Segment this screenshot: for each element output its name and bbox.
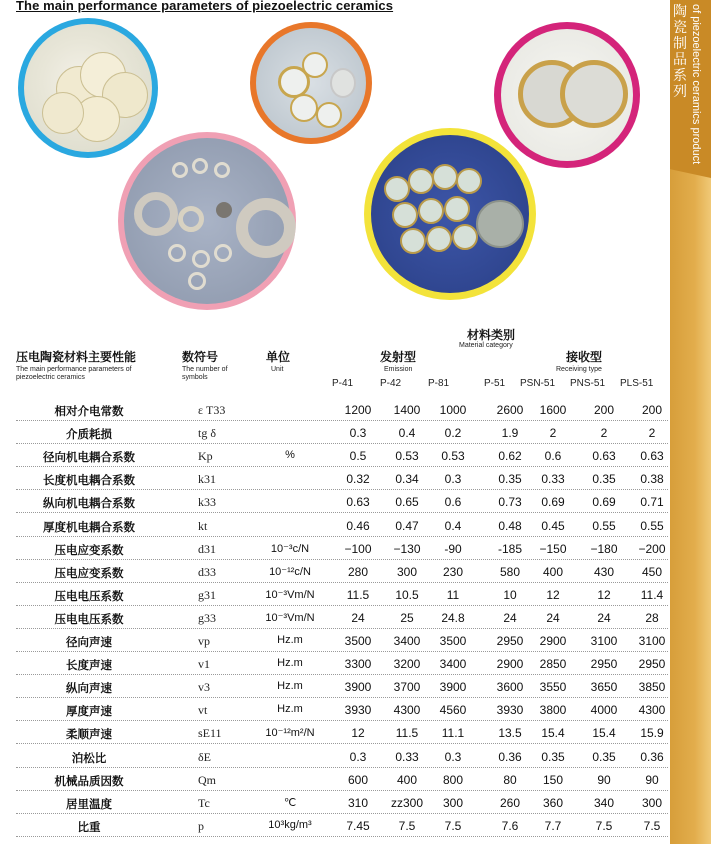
side-label-chinese: 陶瓷制品系列 — [673, 4, 687, 100]
value-cell: 0.45 — [541, 518, 565, 533]
table-row — [16, 398, 668, 421]
value-cell: 4560 — [439, 703, 467, 718]
value-cell: 11.5 — [395, 726, 419, 741]
value-cell: 0.33 — [541, 472, 565, 487]
value-cell: 3100 — [590, 634, 618, 648]
value-cell: 3500 — [344, 634, 372, 648]
property-symbol: Tc — [198, 795, 210, 810]
value-cell: 1000 — [439, 403, 467, 417]
value-cell: 450 — [641, 564, 663, 579]
value-cell: 2 — [549, 426, 557, 441]
value-cell: 3650 — [590, 680, 618, 695]
property-name: 压电应变系数 — [54, 542, 124, 557]
value-cell: 0.6 — [444, 495, 462, 510]
value-cell: 0.6 — [544, 449, 562, 464]
value-cell: 3100 — [638, 634, 666, 648]
value-cell: −130 — [393, 541, 421, 556]
value-cell: 2600 — [496, 403, 524, 417]
value-cell: 12 — [351, 726, 365, 741]
value-cell: 0.69 — [592, 495, 616, 510]
value-cell: 11 — [446, 587, 460, 602]
value-cell: 0.63 — [640, 449, 664, 464]
value-cell: 310 — [347, 795, 369, 810]
value-cell: 0.35 — [541, 749, 565, 764]
small-discs-photo — [250, 22, 372, 144]
value-cell: 0.65 — [395, 495, 419, 510]
property-heading-en: The main performance parameters of piezoelectric ceramics — [16, 366, 132, 381]
property-heading: 压电陶瓷材料主要性能 — [16, 350, 137, 364]
receiving-heading: 接收型 — [566, 350, 603, 364]
value-cell: 0.63 — [346, 495, 370, 510]
value-cell: 80 — [503, 772, 517, 787]
value-cell: 0.4 — [444, 518, 462, 533]
value-cell: 0.55 — [592, 518, 616, 533]
value-cell: 0.3 — [444, 749, 462, 764]
value-cell: 7.5 — [398, 818, 416, 833]
value-cell: zz300 — [390, 795, 424, 810]
property-unit: 10⁻¹²c/N — [269, 565, 311, 578]
value-cell: 0.47 — [395, 518, 419, 533]
property-symbol: k31 — [198, 472, 216, 487]
code-pns51: PNS-51 — [570, 378, 606, 389]
property-symbol: v3 — [198, 680, 210, 695]
receiving-heading-en: Receiving type — [556, 366, 602, 373]
property-unit: Hz.m — [277, 657, 303, 670]
value-cell: 300 — [396, 564, 418, 579]
value-cell: 3850 — [638, 680, 666, 695]
value-cell: 0.32 — [346, 472, 370, 487]
value-cell: 1400 — [393, 403, 421, 417]
property-unit: 10⁻³Vm/N — [265, 611, 315, 624]
thin-discs-photo — [18, 18, 158, 158]
value-cell: 0.48 — [498, 518, 522, 533]
value-cell: 0.62 — [498, 449, 522, 464]
value-cell: 3300 — [344, 657, 372, 672]
property-name: 柔顺声速 — [66, 727, 112, 742]
value-cell: 15.9 — [640, 726, 664, 741]
value-cell: 0.36 — [640, 749, 664, 764]
value-cell: 24 — [351, 610, 365, 625]
unit-heading-en: Unit — [271, 366, 284, 373]
value-cell: 7.5 — [643, 818, 661, 833]
property-symbol: d33 — [198, 564, 216, 579]
value-cell: -185 — [497, 541, 523, 556]
value-cell: −180 — [590, 541, 618, 556]
property-symbol: δE — [198, 749, 211, 764]
code-p41: P-41 — [332, 378, 354, 389]
unit-heading: 单位 — [266, 350, 291, 364]
value-cell: 0.73 — [498, 495, 522, 510]
code-p51: P-51 — [484, 378, 506, 389]
value-cell: 4000 — [590, 703, 618, 718]
value-cell: 2 — [648, 426, 656, 441]
table-row — [16, 490, 668, 513]
value-cell: 3600 — [496, 680, 524, 695]
property-symbol: Qm — [198, 772, 216, 787]
value-cell: 0.3 — [444, 472, 462, 487]
table-row — [16, 814, 668, 837]
value-cell: 0.4 — [398, 426, 416, 441]
value-cell: 7.45 — [346, 818, 370, 833]
table-row — [16, 675, 668, 698]
table-row — [16, 467, 668, 490]
table-row — [16, 537, 668, 560]
value-cell: 0.35 — [592, 472, 616, 487]
value-cell: 340 — [593, 795, 615, 810]
value-cell: 3900 — [344, 680, 372, 695]
side-label-english: of piezoelectric ceramics product — [690, 4, 702, 165]
value-cell: 2850 — [539, 657, 567, 672]
property-symbol: Kp — [198, 449, 213, 464]
value-cell: 1600 — [539, 403, 567, 417]
value-cell: 0.2 — [444, 426, 462, 441]
value-cell: 13.5 — [498, 726, 522, 741]
value-cell: 0.53 — [395, 449, 419, 464]
property-unit: ℃ — [283, 796, 297, 809]
symbol-heading: 数符号 — [182, 350, 219, 364]
value-cell: 90 — [597, 772, 611, 787]
value-cell: 3500 — [439, 634, 467, 648]
value-cell: 12 — [597, 587, 611, 602]
table-row — [16, 514, 668, 537]
property-symbol: k33 — [198, 495, 216, 510]
value-cell: 600 — [347, 772, 369, 787]
table-row — [16, 606, 668, 629]
value-cell: 3200 — [393, 657, 421, 672]
property-symbol: g33 — [198, 610, 216, 625]
value-cell: 0.3 — [349, 426, 367, 441]
value-cell: 0.71 — [640, 495, 664, 510]
value-cell: 3800 — [539, 703, 567, 718]
property-name: 相对介电常数 — [54, 404, 124, 418]
value-cell: 11.1 — [441, 726, 465, 741]
table-row — [16, 652, 668, 675]
property-name: 介质耗损 — [66, 427, 112, 442]
value-cell: 3700 — [393, 680, 421, 695]
property-symbol: g31 — [198, 587, 216, 602]
property-name: 径向机电耦合系数 — [43, 450, 135, 465]
electrode-discs-photo — [494, 22, 640, 168]
value-cell: 15.4 — [592, 726, 616, 741]
value-cell: 24.8 — [441, 610, 465, 625]
property-unit: Hz.m — [277, 680, 303, 693]
value-cell: 0.33 — [395, 749, 419, 764]
property-name: 居里温度 — [66, 796, 112, 811]
value-cell: 400 — [396, 772, 418, 787]
value-cell: 230 — [442, 564, 464, 579]
emission-heading: 发射型 — [380, 350, 417, 364]
value-cell: 2900 — [539, 634, 567, 648]
value-cell: 3400 — [393, 634, 421, 648]
page-title: The main performance parameters of piezoelectric ceramics — [16, 0, 394, 13]
property-symbol: tg δ — [198, 426, 216, 441]
value-cell: 3550 — [539, 680, 567, 695]
value-cell: 0.53 — [441, 449, 465, 464]
value-cell: 24 — [503, 610, 517, 625]
property-name: 厚度声速 — [66, 704, 112, 719]
property-unit: 10⁻³c/N — [270, 542, 310, 555]
value-cell: 3930 — [344, 703, 372, 718]
property-name: 径向声速 — [66, 635, 112, 649]
value-cell: -90 — [444, 541, 462, 556]
value-cell: 11.5 — [346, 587, 370, 602]
property-symbol: vp — [198, 634, 210, 648]
value-cell: −100 — [344, 541, 372, 556]
property-unit: 10⁻¹²m²/N — [265, 727, 315, 740]
property-unit: 10³kg/m³ — [268, 818, 312, 831]
property-symbol: ε T33 — [198, 403, 226, 417]
value-cell: 4300 — [393, 703, 421, 718]
table-row — [16, 721, 668, 744]
value-cell: 0.55 — [640, 518, 664, 533]
value-cell: 2900 — [496, 657, 524, 672]
value-cell: 0.69 — [541, 495, 565, 510]
value-cell: 12 — [546, 587, 560, 602]
value-cell: 360 — [542, 795, 564, 810]
property-name: 长度机电耦合系数 — [43, 473, 135, 488]
property-symbol: d31 — [198, 541, 216, 556]
property-symbol: sE11 — [198, 726, 222, 741]
value-cell: 10 — [503, 587, 517, 602]
value-cell: 1.9 — [501, 426, 519, 441]
value-cell: 3900 — [439, 680, 467, 695]
property-name: 压电应变系数 — [54, 565, 124, 580]
value-cell: 10.5 — [395, 587, 419, 602]
property-unit: % — [285, 449, 295, 462]
table-row — [16, 629, 668, 652]
value-cell: 28 — [645, 610, 659, 625]
property-name: 泊松比 — [71, 750, 107, 765]
table-row — [16, 421, 668, 444]
value-cell: 800 — [442, 772, 464, 787]
value-cell: 0.46 — [346, 518, 370, 533]
property-name: 机械品质因数 — [54, 773, 124, 788]
category-heading: 材料类别 — [467, 328, 516, 342]
code-pls51: PLS-51 — [620, 378, 654, 389]
property-symbol: kt — [198, 518, 208, 533]
value-cell: 90 — [645, 772, 659, 787]
value-cell: 0.3 — [349, 749, 367, 764]
value-cell: 4300 — [638, 703, 666, 718]
value-cell: 260 — [499, 795, 521, 810]
value-cell: 3930 — [496, 703, 524, 718]
value-cell: 15.4 — [541, 726, 565, 741]
table-row — [16, 583, 668, 606]
code-p81: P-81 — [428, 378, 450, 389]
value-cell: 2950 — [590, 657, 618, 672]
value-cell: 2950 — [638, 657, 666, 672]
value-cell: 2950 — [496, 634, 524, 648]
value-cell: 0.63 — [592, 449, 616, 464]
property-name: 比重 — [77, 819, 101, 834]
table-row — [16, 698, 668, 721]
value-cell: 430 — [593, 564, 615, 579]
value-cell: 7.6 — [501, 818, 519, 833]
rings-photo — [118, 132, 296, 310]
value-cell: 0.38 — [640, 472, 664, 487]
property-name: 厚度机电耦合系数 — [43, 519, 135, 534]
code-psn51: PSN-51 — [520, 378, 556, 389]
property-symbol: v1 — [198, 657, 210, 672]
table-row — [16, 444, 668, 467]
property-unit: Hz.m — [277, 634, 303, 646]
category-heading-en: Material category — [459, 342, 513, 349]
property-name: 长度声速 — [66, 658, 112, 673]
symbol-heading-en: The number of symbols — [182, 366, 228, 381]
value-cell: 24 — [546, 610, 560, 625]
property-unit: Hz.m — [277, 703, 303, 716]
value-cell: 150 — [542, 772, 564, 787]
value-cell: 7.7 — [544, 818, 562, 833]
emission-heading-en: Emission — [384, 366, 413, 373]
value-cell: 580 — [499, 564, 521, 579]
table-row — [16, 791, 668, 814]
value-cell: 0.35 — [592, 749, 616, 764]
value-cell: 0.35 — [498, 472, 522, 487]
value-cell: 7.5 — [595, 818, 613, 833]
property-unit: 10⁻³Vm/N — [265, 588, 315, 601]
table-row — [16, 745, 668, 768]
property-name: 压电电压系数 — [54, 588, 124, 603]
property-name: 压电电压系数 — [54, 611, 124, 626]
table-row — [16, 768, 668, 791]
value-cell: 300 — [442, 795, 464, 810]
property-name: 纵向声速 — [66, 681, 112, 696]
property-symbol: vt — [198, 703, 208, 718]
value-cell: 280 — [347, 564, 369, 579]
value-cell: 11.4 — [640, 587, 664, 602]
value-cell: 24 — [597, 610, 611, 625]
value-cell: 200 — [641, 403, 663, 417]
value-cell: 200 — [593, 403, 615, 417]
value-cell: −150 — [539, 541, 567, 556]
value-cell: 2 — [600, 426, 608, 441]
coin-discs-photo — [364, 128, 536, 300]
table-row — [16, 560, 668, 583]
value-cell: 7.5 — [444, 818, 462, 833]
value-cell: 300 — [641, 795, 663, 810]
value-cell: 0.34 — [395, 472, 419, 487]
value-cell: 0.5 — [349, 449, 367, 464]
code-p42: P-42 — [380, 378, 402, 389]
value-cell: −200 — [638, 541, 666, 556]
value-cell: 25 — [400, 610, 414, 625]
value-cell: 0.36 — [498, 749, 522, 764]
value-cell: 400 — [542, 564, 564, 579]
value-cell: 1200 — [344, 403, 372, 417]
property-symbol: p — [198, 818, 204, 833]
value-cell: 3400 — [439, 657, 467, 672]
property-name: 纵向机电耦合系数 — [43, 496, 135, 511]
